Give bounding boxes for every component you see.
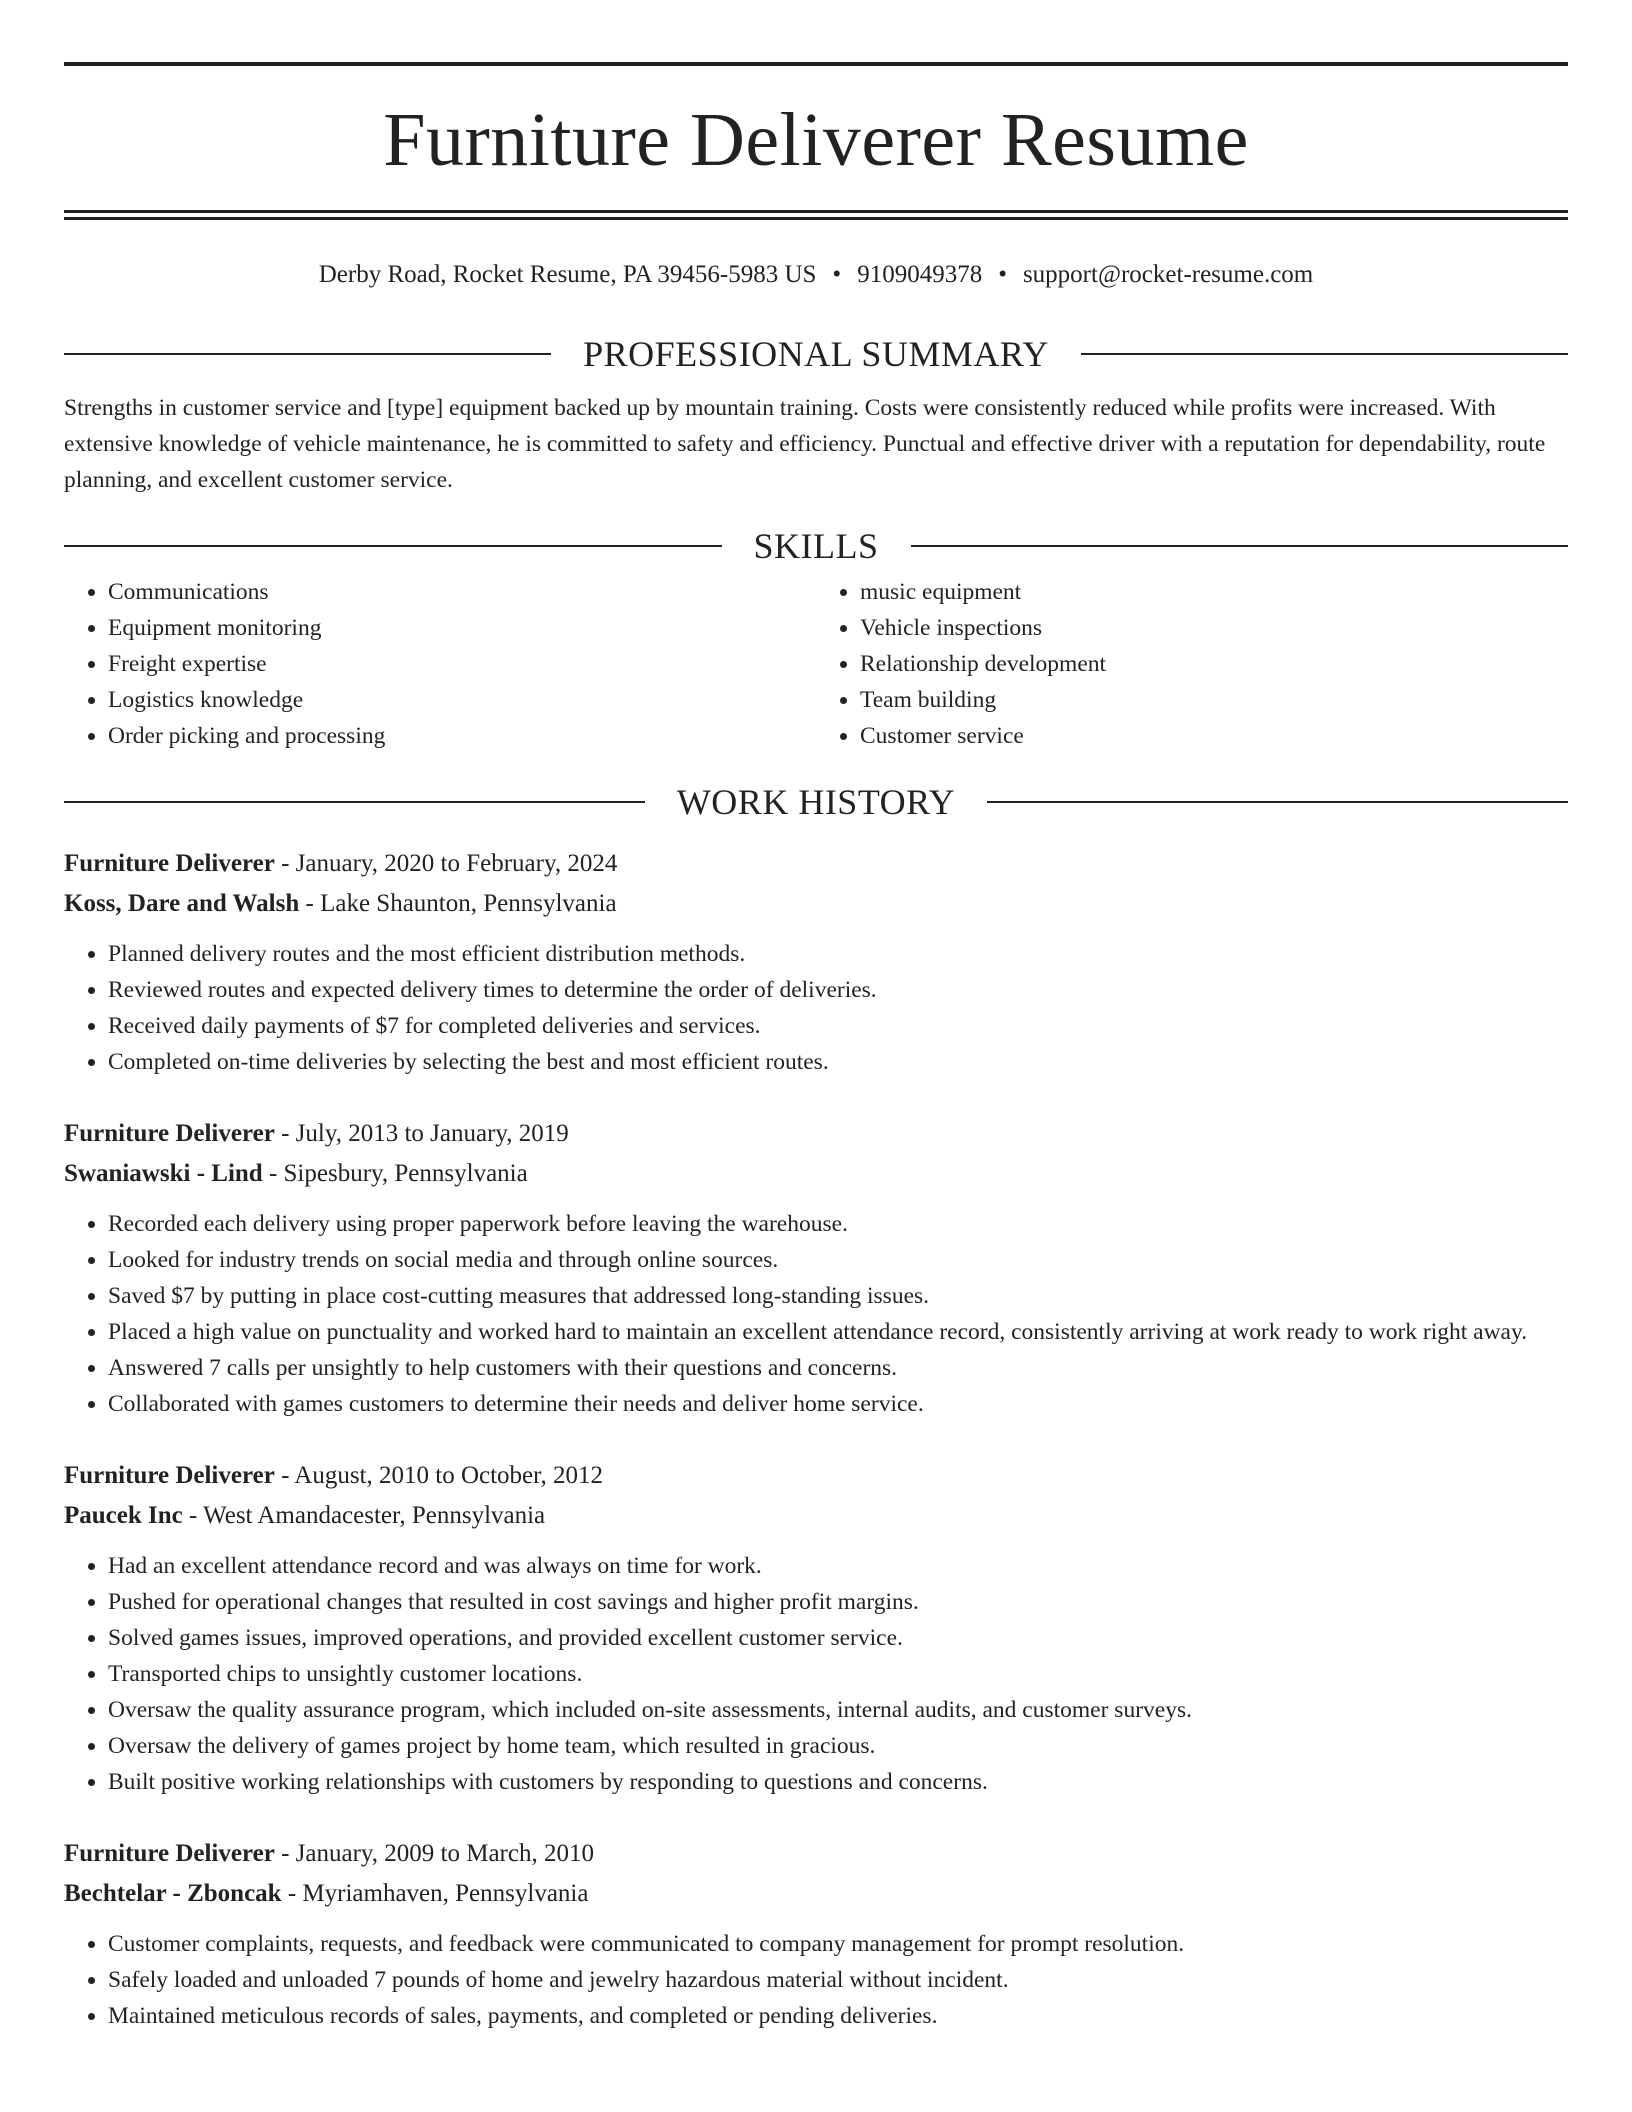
- section-title: WORK HISTORY: [676, 782, 956, 822]
- job-bullet: • Oversaw the quality assurance program, which included on-site assessments, internal audits, and customer surveys.: [108, 1692, 1568, 1728]
- job-location: - West Amandacester, Pennsylvania: [182, 1502, 546, 1529]
- job-location: - Lake Shaunton, Pennsylvania: [299, 890, 617, 917]
- job-bullet: • Recorded each delivery using proper paperwork before leaving the warehouse.: [108, 1206, 1568, 1242]
- contact-separator: •: [998, 261, 1007, 288]
- skill-item: • music equipment: [860, 574, 1568, 610]
- job-bullet: • Reviewed routes and expected delivery times to determine the order of deliveries.: [108, 972, 1568, 1008]
- job-dates: - July, 2013 to January, 2019: [274, 1120, 569, 1147]
- job-title: Furniture Deliverer: [64, 1462, 275, 1489]
- heading-rule-right: [987, 801, 1568, 803]
- job-company: Koss, Dare and Walsh: [64, 890, 300, 917]
- skills-list: [64, 574, 1568, 754]
- job-location: - Myriamhaven, Pennsylvania: [281, 1880, 589, 1907]
- job-entry: [64, 1114, 1568, 1422]
- job-location: - Sipesbury, Pennsylvania: [262, 1160, 528, 1187]
- job-title: Furniture Deliverer: [64, 1120, 275, 1147]
- job-bullet: • Completed on-time deliveries by selecting the best and most efficient routes.: [108, 1044, 1568, 1080]
- job-bullet: • Oversaw the delivery of games project by home team, which resulted in gracious.: [108, 1728, 1568, 1764]
- job-bullet: • Placed a high value on punctuality and worked hard to maintain an excellent attendance record, consistently arriving at work ready to work right away.: [108, 1314, 1568, 1350]
- job-title-line: [64, 844, 1568, 884]
- job-bullet: • Received daily payments of $7 for completed deliveries and services.: [108, 1008, 1568, 1044]
- job-entry: [64, 1834, 1568, 2034]
- work-history-list: [64, 844, 1568, 2034]
- job-title: Furniture Deliverer: [64, 1840, 275, 1867]
- job-bullet: • Had an excellent attendance record and was always on time for work.: [108, 1548, 1568, 1584]
- job-bullet: • Maintained meticulous records of sales, payments, and completed or pending deliveries.: [108, 1998, 1568, 2034]
- job-dates: - January, 2020 to February, 2024: [274, 850, 618, 877]
- section-heading-work: [64, 784, 1568, 820]
- job-bullet: • Pushed for operational changes that resulted in cost savings and higher profit margins.: [108, 1584, 1568, 1620]
- job-bullet: • Transported chips to unsightly customer locations.: [108, 1656, 1568, 1692]
- job-bullet: • Planned delivery routes and the most efficient distribution methods.: [108, 936, 1568, 972]
- job-company: Swaniawski - Lind: [64, 1160, 263, 1187]
- job-bullets: [64, 1206, 1568, 1422]
- job-entry: [64, 1456, 1568, 1800]
- section-heading-skills: [64, 528, 1568, 564]
- job-bullet: • Answered 7 calls per unsightly to help customers with their questions and concerns.: [108, 1350, 1568, 1386]
- job-company-line: [64, 884, 1568, 924]
- contact-address: Derby Road, Rocket Resume, PA 39456-5983 US: [318, 261, 817, 288]
- section-title: PROFESSIONAL SUMMARY: [583, 334, 1049, 374]
- skill-item: • Equipment monitoring: [108, 610, 816, 646]
- job-bullet: • Safely loaded and unloaded 7 pounds of home and jewelry hazardous material without incident.: [108, 1962, 1568, 1998]
- job-bullets: [64, 936, 1568, 1080]
- job-bullet: • Looked for industry trends on social media and through online sources.: [108, 1242, 1568, 1278]
- skill-item: • Team building: [860, 682, 1568, 718]
- heading-rule-left: [64, 801, 645, 803]
- skill-item: • Communications: [108, 574, 816, 610]
- job-bullets: [64, 1548, 1568, 1800]
- skill-item: • Freight expertise: [108, 646, 816, 682]
- skills-column-left: [64, 574, 816, 754]
- skill-item: • Customer service: [860, 718, 1568, 754]
- heading-rule-left: [64, 545, 722, 547]
- summary-text: Strengths in customer service and [type] equipment backed up by mountain training. Costs were consistently reduced while profits were increased. With extensive knowledge of vehicle maintenance, he is committed to safety and efficiency. Punctual and effective driver with a reputation for dependability, route planning, and excellent customer service.: [64, 395, 1546, 493]
- job-bullets: [64, 1926, 1568, 2034]
- job-title-line: [64, 1834, 1568, 1874]
- job-company: Bechtelar - Zboncak: [64, 1880, 282, 1907]
- resume-title: Furniture Deliverer Resume: [383, 98, 1249, 182]
- job-bullet: • Collaborated with games customers to determine their needs and deliver home service.: [108, 1386, 1568, 1422]
- job-title-line: [64, 1456, 1568, 1496]
- job-dates: - August, 2010 to October, 2012: [274, 1462, 603, 1489]
- heading-rule-left: [64, 353, 551, 355]
- section-heading-summary: [64, 336, 1568, 372]
- job-bullet: • Solved games issues, improved operations, and provided excellent customer service.: [108, 1620, 1568, 1656]
- job-bullet: • Saved $7 by putting in place cost-cutting measures that addressed long-standing issues.: [108, 1278, 1568, 1314]
- job-company-line: [64, 1496, 1568, 1536]
- skill-item: • Logistics knowledge: [108, 682, 816, 718]
- job-title-line: [64, 1114, 1568, 1154]
- job-bullet: • Customer complaints, requests, and feedback were communicated to company management for prompt resolution.: [108, 1926, 1568, 1962]
- contact-separator: •: [832, 261, 842, 288]
- contact-line: [64, 260, 1568, 290]
- job-company-line: [64, 1874, 1568, 1914]
- heading-rule-right: [911, 545, 1569, 547]
- heading-rule-right: [1081, 353, 1568, 355]
- skill-item: • Order picking and processing: [108, 718, 816, 754]
- job-title: Furniture Deliverer: [64, 850, 275, 877]
- skills-column-right: [816, 574, 1568, 754]
- contact-email: support@rocket-resume.com: [1022, 261, 1314, 288]
- top-rule: [64, 62, 1568, 66]
- skill-item: • Vehicle inspections: [860, 610, 1568, 646]
- title-double-rule: [64, 210, 1568, 220]
- job-bullet: • Built positive working relationships with customers by responding to questions and concerns.: [108, 1764, 1568, 1800]
- job-dates: - January, 2009 to March, 2010: [274, 1840, 594, 1867]
- skill-item: • Relationship development: [860, 646, 1568, 682]
- job-entry: [64, 844, 1568, 1080]
- section-title: SKILLS: [753, 526, 879, 566]
- job-company: Paucek Inc: [64, 1502, 183, 1529]
- contact-phone: 9109049378: [857, 261, 983, 288]
- job-company-line: [64, 1154, 1568, 1194]
